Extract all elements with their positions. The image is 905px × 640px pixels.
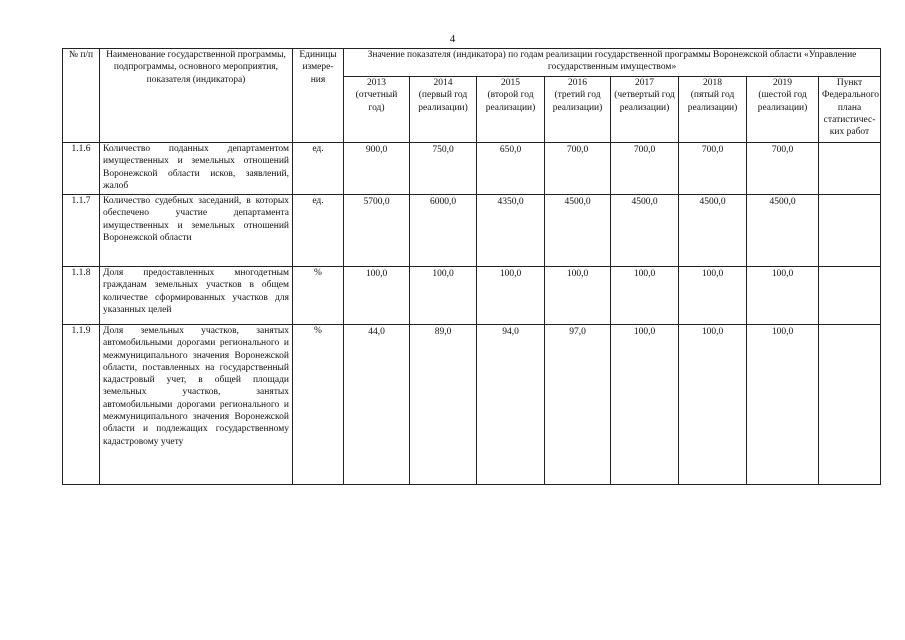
row-value: 100,0 — [747, 325, 819, 485]
row-value: 94,0 — [477, 325, 545, 485]
row-num: 1.1.8 — [63, 267, 100, 325]
header-unit: Единицы измере-ния — [293, 49, 344, 143]
row-value: 700,0 — [679, 143, 747, 195]
row-value: 100,0 — [679, 267, 747, 325]
row-value: 100,0 — [410, 267, 477, 325]
row-unit: ед. — [293, 195, 344, 267]
row-name: Количество судебных заседаний, в которых обеспечено участие департамента имущественных и земельных отношений Воронежской области — [100, 195, 293, 267]
row-value: 5700,0 — [344, 195, 410, 267]
header-year: 2016 (третий год реализации) — [545, 77, 611, 143]
row-value: 4500,0 — [611, 195, 679, 267]
row-value: 100,0 — [611, 325, 679, 485]
row-value: 100,0 — [344, 267, 410, 325]
row-num: 1.1.9 — [63, 325, 100, 485]
row-value: 97,0 — [545, 325, 611, 485]
row-federal — [819, 267, 881, 325]
header-year: 2017 (четвертый год реализации) — [611, 77, 679, 143]
row-value: 4500,0 — [545, 195, 611, 267]
row-value: 100,0 — [611, 267, 679, 325]
header-values: Значение показателя (индикатора) по годам реализации государственной программы Воронежской области «Управление государственным имуществом» — [344, 49, 881, 77]
header-year: 2013 (отчетный год) — [344, 77, 410, 143]
row-value: 4500,0 — [679, 195, 747, 267]
row-value: 100,0 — [747, 267, 819, 325]
row-value: 650,0 — [477, 143, 545, 195]
row-value: 4500,0 — [747, 195, 819, 267]
row-value: 700,0 — [545, 143, 611, 195]
row-value: 100,0 — [679, 325, 747, 485]
row-unit: ед. — [293, 143, 344, 195]
row-value: 89,0 — [410, 325, 477, 485]
header-num: № п/п — [63, 49, 100, 143]
table-row — [63, 267, 881, 325]
row-value: 44,0 — [344, 325, 410, 485]
table-row — [63, 325, 881, 485]
row-value: 4350,0 — [477, 195, 545, 267]
row-num: 1.1.6 — [63, 143, 100, 195]
header-federal: Пункт Федерального плана статистичес-ких работ — [819, 77, 881, 143]
row-name: Доля земельных участков, занятых автомобильными дорогами регионального и межмуниципального значения Воронежской области, поставленных на государственный кадастровый учет, в общей площади земельных участков, занятых автомобильными дорогами регионального и межмуниципального значения Воронежской области и подлежащих государственному кадастровому учету — [100, 325, 293, 485]
row-value: 100,0 — [477, 267, 545, 325]
header-row — [63, 49, 881, 77]
row-name: Доля предоставленных многодетным гражданам земельных участков в общем количестве сформированных участков для указанных целей — [100, 267, 293, 325]
table-row — [63, 195, 881, 267]
row-value: 100,0 — [545, 267, 611, 325]
row-value: 6000,0 — [410, 195, 477, 267]
row-federal — [819, 195, 881, 267]
table-row — [63, 143, 881, 195]
header-year: 2019 (шестой год реализации) — [747, 77, 819, 143]
row-federal — [819, 143, 881, 195]
row-value: 700,0 — [611, 143, 679, 195]
header-year: 2014 (первый год реализации) — [410, 77, 477, 143]
row-unit: % — [293, 267, 344, 325]
header-year: 2018 (пятый год реализации) — [679, 77, 747, 143]
row-name: Количество поданных департаментом имущественных и земельных отношений Воронежской области исков, заявлений, жалоб — [100, 143, 293, 195]
row-num: 1.1.7 — [63, 195, 100, 267]
row-federal — [819, 325, 881, 485]
row-value: 700,0 — [747, 143, 819, 195]
header-year: 2015 (второй год реализации) — [477, 77, 545, 143]
row-value: 750,0 — [410, 143, 477, 195]
row-value: 900,0 — [344, 143, 410, 195]
row-unit: % — [293, 325, 344, 485]
indicator-table — [62, 48, 881, 485]
header-name: Наименование государственной программы, подпрограммы, основного мероприятия, показателя (индикатора) — [100, 49, 293, 143]
page-number: 4 — [449, 33, 456, 45]
